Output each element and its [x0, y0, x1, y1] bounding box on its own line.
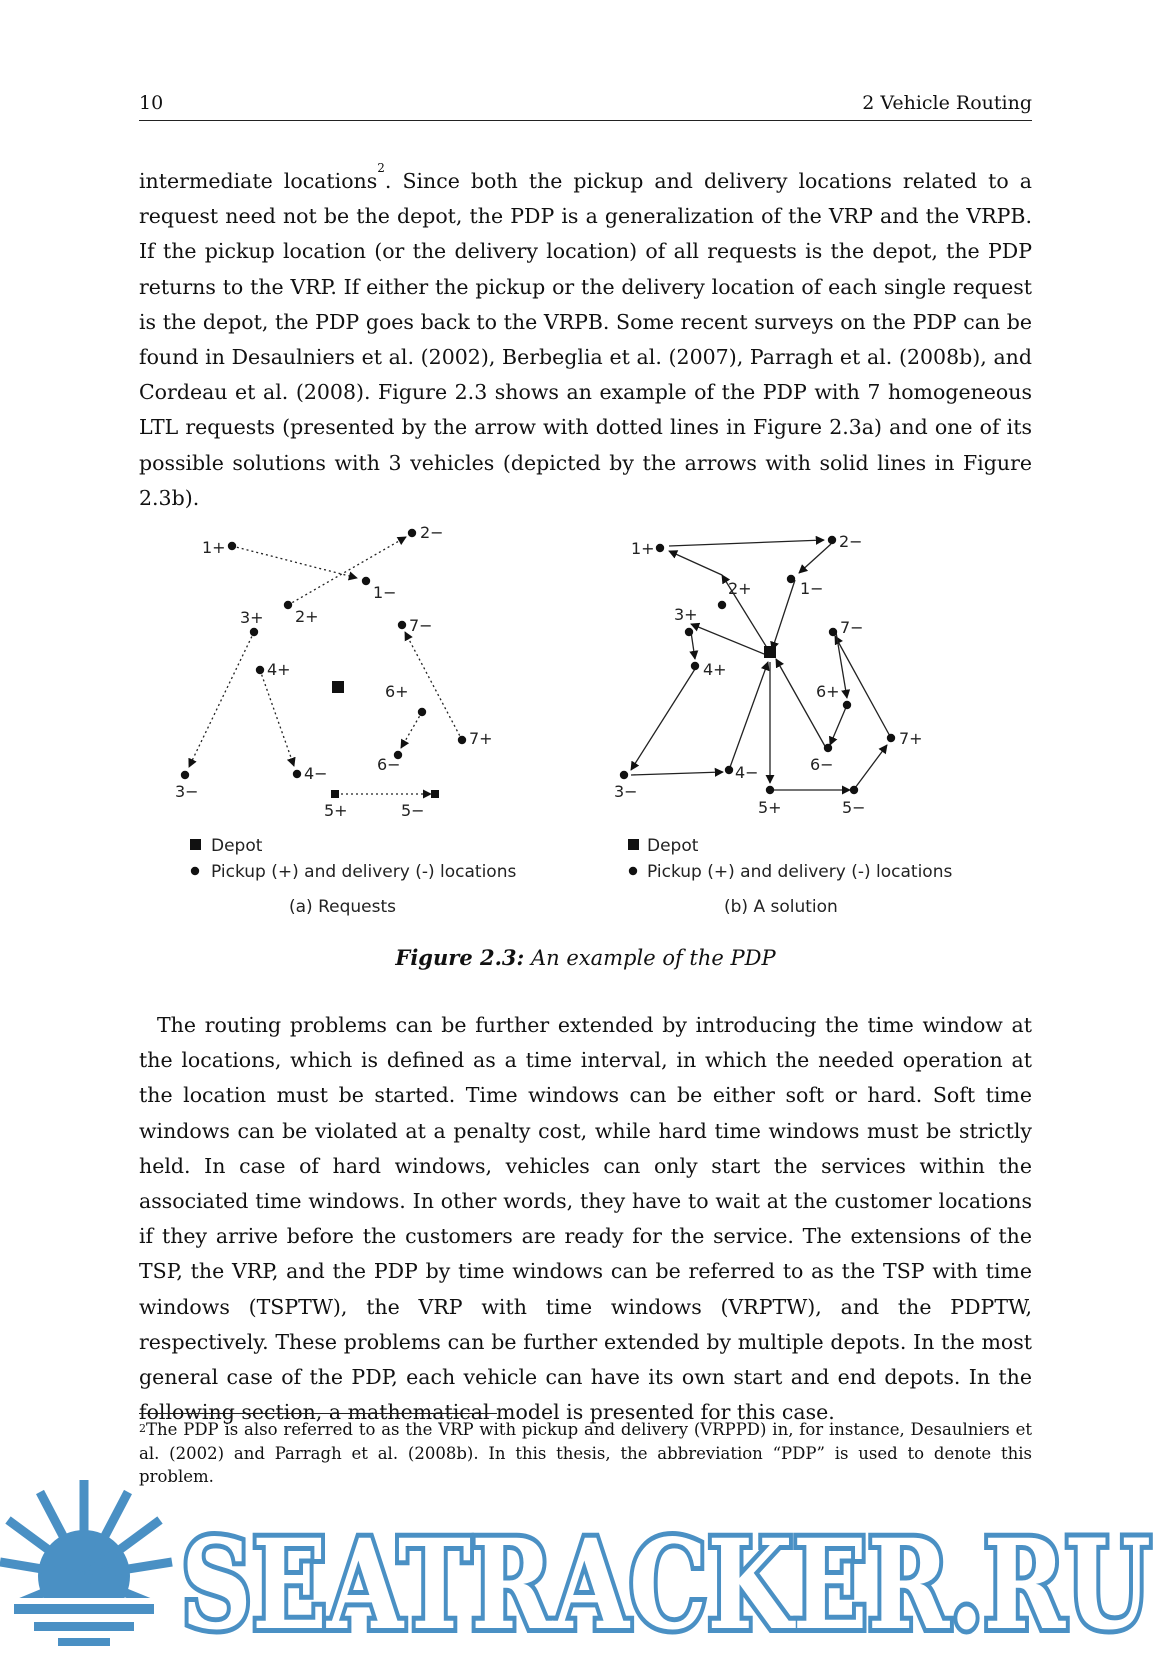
label-d2-b: 2−: [839, 532, 863, 551]
body-paragraph-1: [139, 161, 1032, 516]
figure-2-3: [139, 508, 1032, 978]
route-d5-to-p7: [855, 745, 887, 788]
route-p1-to-d2: [669, 540, 824, 546]
label-d2-a: 2−: [420, 523, 444, 542]
footnote-number: 2: [139, 1422, 146, 1435]
node-d6-b: [824, 744, 832, 752]
node-p6-a: [418, 708, 426, 716]
route-d3-to-d4: [631, 772, 723, 775]
node-d3-b: [620, 771, 628, 779]
legend-depot-square-b: [628, 839, 639, 850]
label-p5-a: 5+: [324, 801, 348, 820]
node-p5-b: [766, 786, 774, 794]
legend-dot-a: [191, 867, 199, 875]
node-p6-b: [843, 701, 851, 709]
label-d1-b: 1−: [800, 579, 824, 598]
legend-dot-b: [629, 867, 637, 875]
chapter-title: 2 Vehicle Routing: [862, 92, 1032, 114]
node-p7-b: [887, 734, 895, 742]
route-p2-to-p1: [669, 551, 722, 575]
label-d7-a: 7−: [409, 616, 433, 635]
label-p3-a: 3+: [240, 608, 264, 627]
page-header: [139, 90, 1032, 121]
paragraph-lead: intermediate locations: [139, 169, 378, 193]
node-p7-a: [458, 736, 466, 744]
label-d6-a: 6−: [377, 755, 401, 774]
label-d5-b: 5−: [842, 798, 866, 817]
node-d1-b: [787, 575, 795, 583]
node-d4-b: [725, 766, 733, 774]
label-d4-a: 4−: [304, 764, 328, 783]
depot-marker-a: [332, 681, 344, 693]
node-d2-b: [828, 536, 836, 544]
caption-panel-b: (b) A solution: [724, 897, 838, 917]
node-d5-b: [850, 786, 858, 794]
label-p2-b: 2+: [728, 579, 752, 598]
watermark-banner: [0, 1478, 1166, 1654]
label-d1-a: 1−: [373, 583, 397, 602]
node-d7-a: [398, 621, 406, 629]
node-d4-a: [293, 770, 301, 778]
label-d3-b: 3−: [614, 782, 638, 801]
caption-panel-a: (a) Requests: [289, 897, 396, 917]
route-p6-to-d6: [830, 705, 847, 745]
node-d1-a: [362, 577, 370, 585]
figure-caption-text: An example of the PDP: [530, 946, 776, 970]
figure-caption: [139, 945, 1032, 970]
watermark-text: SEATRACKER.RU: [181, 1513, 1151, 1654]
node-d3-a: [181, 771, 189, 779]
route-p4-to-d3: [631, 669, 695, 770]
node-p3-a: [250, 628, 258, 636]
legend-depot-b: Depot: [647, 836, 699, 856]
label-d7-b: 7−: [840, 618, 864, 637]
label-p5-b: 5+: [758, 798, 782, 817]
label-d5-a: 5−: [401, 801, 425, 820]
label-d6-b: 6−: [810, 755, 834, 774]
label-p7-a: 7+: [469, 729, 493, 748]
label-p2-a: 2+: [295, 607, 319, 626]
request-arrow-7: [405, 632, 462, 740]
page-number: 10: [139, 92, 164, 114]
label-p4-b: 4+: [703, 660, 727, 679]
panel-a-requests: [175, 523, 516, 917]
node-p4-a: [256, 666, 264, 674]
route-d1-to-depot: [772, 580, 795, 650]
figure-svg: [139, 508, 1032, 928]
legend-depot-a: Depot: [211, 836, 263, 856]
label-p6-a: 6+: [385, 682, 409, 701]
footnote-text: The PDP is also referred to as the VRP with pickup and delivery (VRPPD) in, for instance, Desaulniers et al. (2002) and Parragh et al. (2008b). In this thesis, the abbreviation “PDP” is used to denote this problem.: [139, 1420, 1032, 1486]
node-p4-b: [691, 662, 699, 670]
legend-locations-a: Pickup (+) and delivery (-) locations: [211, 862, 517, 882]
footnote-rule: [139, 1413, 497, 1414]
label-p1-a: 1+: [202, 538, 226, 557]
node-p1-a: [228, 542, 236, 550]
label-p6-b: 6+: [816, 682, 840, 701]
node-d7-b: [829, 628, 837, 636]
node-p1-b: [656, 544, 664, 552]
figure-caption-label: Figure 2.3:: [395, 945, 525, 970]
paragraph-rest: . Since both the pickup and delivery locations related to a request need not be the depot, the PDP is a generalization of the VRP and the VRPB. If the pickup location (or the delivery location) of all requests is the depot, the PDP returns to the VRP. If either the pickup or the delivery location of each single request is the depot, the PDP goes back to the VRPB. Some recent surveys on the PDP can be found in Desaulniers et al. (2002), Berbeglia et al. (2007), Parragh et al. (2008b), and Cordeau et al. (2008). Figure 2.3 shows an example of the PDP with 7 homogeneous LTL requests (presented by the arrow with dotted lines in Figure 2.3a) and one of its possible solutions with 3 vehicles (depicted by the arrows with solid lines in Figure 2.3b).: [139, 169, 1032, 510]
node-p3-b: [685, 628, 693, 636]
label-p7-b: 7+: [899, 729, 923, 748]
legend-depot-square-a: [190, 839, 201, 850]
node-p2-b: [718, 601, 726, 609]
route-d6-to-depot: [776, 659, 826, 748]
label-p4-a: 4+: [267, 660, 291, 679]
body-paragraph-2: The routing problems can be further extended by introducing the time window at the locations, which is defined as a time interval, in which the needed operation at the location must be started. Time windows can be either soft or hard. Soft time windows can be violated at a penalty cost, while hard time windows must be strictly held. In case of hard windows, vehicles can only start the services within the associated time windows. In other words, they have to wait at the customer locations if they arrive before the customers are ready for the service. The extensions of the TSP, the VRP, and the PDP by time windows can be referred to as the TSP with time windows (TSPTW), the VRP with time windows (VRPTW), and the PDPTW, respectively. These problems can be further extended by multiple depots. In the most general case of the PDP, each vehicle can have its own start and end depots. In the following section, a mathematical model is presented for this case.: [139, 1013, 1032, 1425]
label-d4-b: 4−: [735, 763, 759, 782]
panel-b-solution: [614, 532, 952, 917]
depot-marker-b: [764, 646, 776, 658]
route-d4-to-depot: [729, 662, 768, 770]
label-p1-b: 1+: [631, 539, 655, 558]
route-p3-to-p4: [691, 632, 695, 659]
label-p3-b: 3+: [674, 605, 698, 624]
sun-logo-icon: [0, 1480, 176, 1654]
node-d2-a: [408, 529, 416, 537]
route-depot-to-p3: [691, 624, 764, 654]
footnote-marker-link[interactable]: 2: [377, 161, 385, 175]
request-arrow-6: [401, 712, 422, 748]
request-arrow-3: [189, 632, 254, 767]
request-arrow-4: [260, 670, 294, 766]
legend-locations-b: Pickup (+) and delivery (-) locations: [647, 862, 953, 882]
node-p2-a: [284, 601, 292, 609]
node-p5-a: [331, 790, 339, 798]
request-arrow-1: [232, 546, 357, 578]
label-d3-a: 3−: [175, 782, 199, 801]
node-d5-a: [431, 790, 439, 798]
route-p7-to-d7: [835, 636, 891, 738]
route-d2-to-d1: [799, 544, 831, 573]
